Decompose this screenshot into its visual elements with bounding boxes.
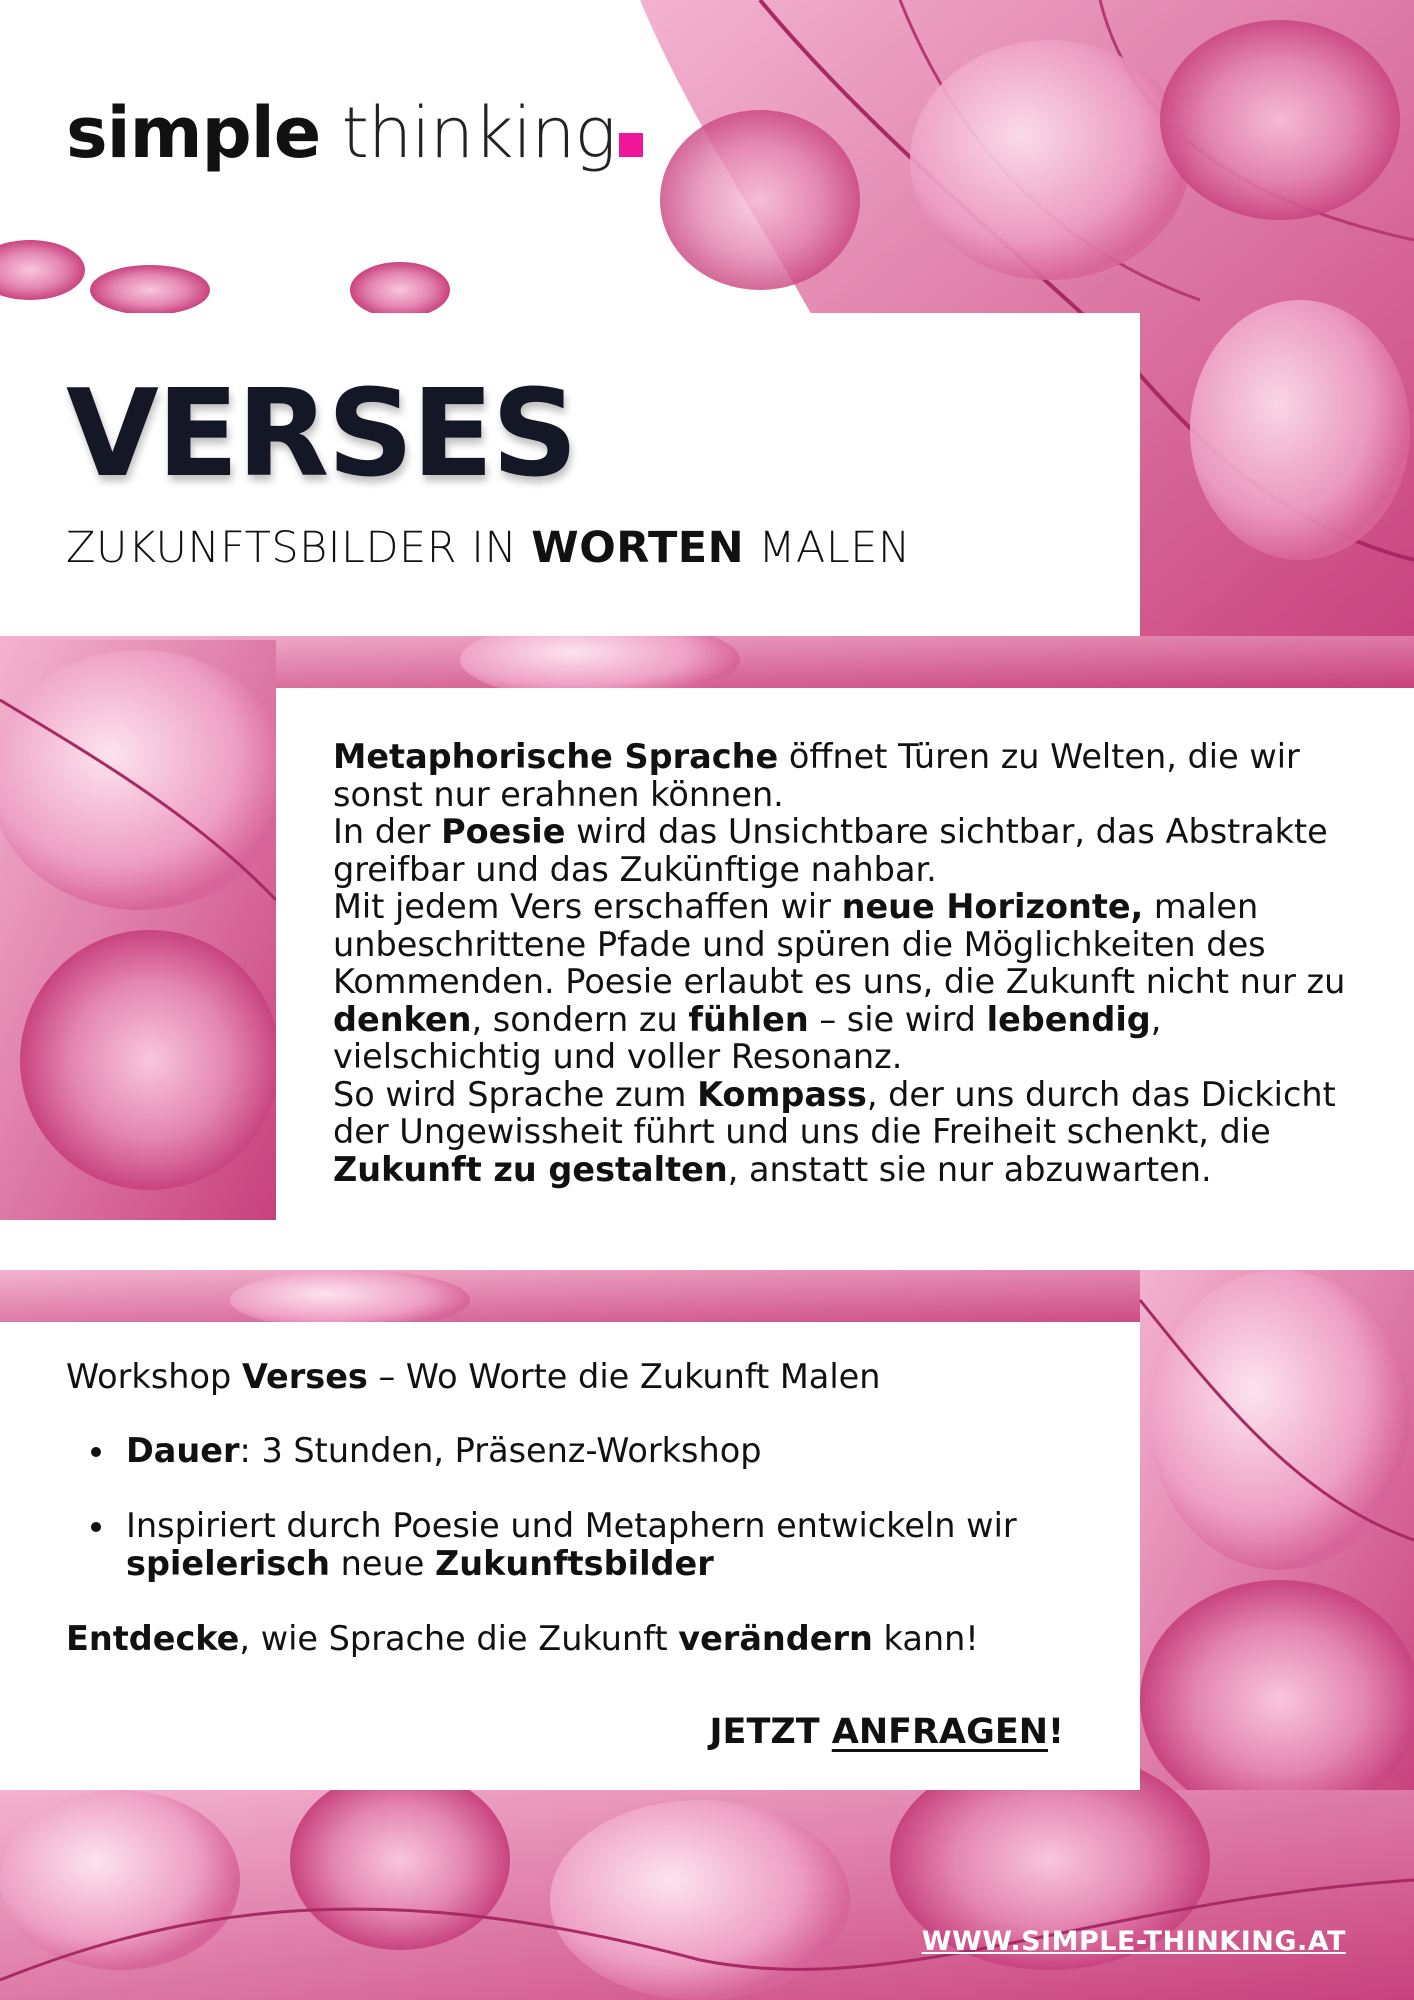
text-bold: Zukunft zu gestalten (333, 1149, 728, 1189)
text-bold: Metaphorische Sprache (333, 737, 779, 776)
text-bold: neue Horizonte, (841, 887, 1144, 926)
text-run: , vielschichtig und voller Resonanz. (333, 999, 1162, 1076)
logo-word-thinking: thinking (341, 92, 616, 174)
list-item-duration (66, 1432, 1140, 1470)
logo-word-simple: simple (66, 92, 321, 174)
text-run: wird das Unsichtbare sichtbar, das Abstrakte greifbar und das Zukünftige nahbar. (333, 812, 1328, 889)
text-bold: Verses (241, 1357, 368, 1396)
subtitle-part: ZUKUNFTSBILDER IN (66, 523, 532, 573)
text-run: , sondern zu (471, 999, 689, 1039)
text-bold: denken (333, 999, 472, 1039)
text-bold: Zukunftsbilder (434, 1544, 714, 1583)
text-run: Mit jedem Vers erschaffen wir (333, 887, 842, 926)
text-bold: spielerisch (126, 1544, 330, 1583)
page-subtitle (66, 523, 1140, 573)
text-run: , wie Sprache die Zukunft (239, 1619, 679, 1658)
text-run: , der uns durch das Dickicht der Ungewissheit führt und uns die Freiheit schenkt, die (333, 1074, 1336, 1151)
brand-logo (66, 92, 643, 174)
text-run: öffnet Türen zu Welten, die wir sonst nur erahnen können. (333, 737, 1300, 814)
cta-suffix: ! (1048, 1712, 1064, 1752)
text-bold: Dauer (126, 1431, 240, 1470)
workshop-details-list (66, 1432, 1140, 1583)
text-run: kann! (872, 1619, 979, 1658)
bullet-icon (91, 1447, 101, 1457)
text-run: malen unbeschrittene Pfade und spüren die Möglichkeiten des Kommenden. Poesie erlaubt es uns, die Zukunft nicht nur zu (333, 887, 1346, 1001)
subtitle-emphasis: WORTEN (531, 523, 745, 573)
cta-prefix: JETZT (709, 1712, 832, 1752)
text-bold: lebendig (986, 999, 1151, 1039)
list-item-description (66, 1507, 1140, 1583)
text-run: neue (329, 1544, 435, 1583)
text-bold: fühlen (688, 999, 809, 1039)
bullet-icon (91, 1522, 101, 1532)
workshop-heading (66, 1358, 1140, 1396)
text-run: So wird Sprache zum (333, 1074, 698, 1114)
text-run: : 3 Stunden, Präsenz-Workshop (239, 1431, 762, 1470)
page-title: VERSES (66, 365, 577, 504)
cta-request-link[interactable] (710, 1712, 1064, 1752)
text-run: – sie wird (808, 999, 987, 1039)
text-run: , anstatt sie nur abzuwarten. (727, 1149, 1212, 1189)
cta-anfragen-link[interactable]: ANFRAGEN (831, 1712, 1049, 1752)
workshop-closing (66, 1620, 1140, 1658)
intro-text-card (276, 688, 1414, 1270)
text-run: – Wo Worte die Zukunft Malen (367, 1357, 881, 1396)
text-bold: Kompass (697, 1074, 867, 1114)
logo-square-icon (619, 133, 643, 157)
workshop-info-card (0, 1322, 1140, 1790)
title-card (0, 313, 1140, 636)
text-run: In der (333, 812, 442, 851)
website-link[interactable]: WWW.SIMPLE-THINKING.AT (921, 1926, 1346, 1957)
text-bold: Poesie (441, 812, 566, 851)
intro-paragraph (333, 738, 1374, 1188)
text-bold: verändern (678, 1619, 873, 1658)
text-run: Workshop (66, 1357, 242, 1396)
subtitle-part: MALEN (744, 523, 911, 573)
text-run: Inspiriert durch Poesie und Metaphern entwickeln wir (126, 1506, 1017, 1545)
text-bold: Entdecke (66, 1619, 240, 1658)
